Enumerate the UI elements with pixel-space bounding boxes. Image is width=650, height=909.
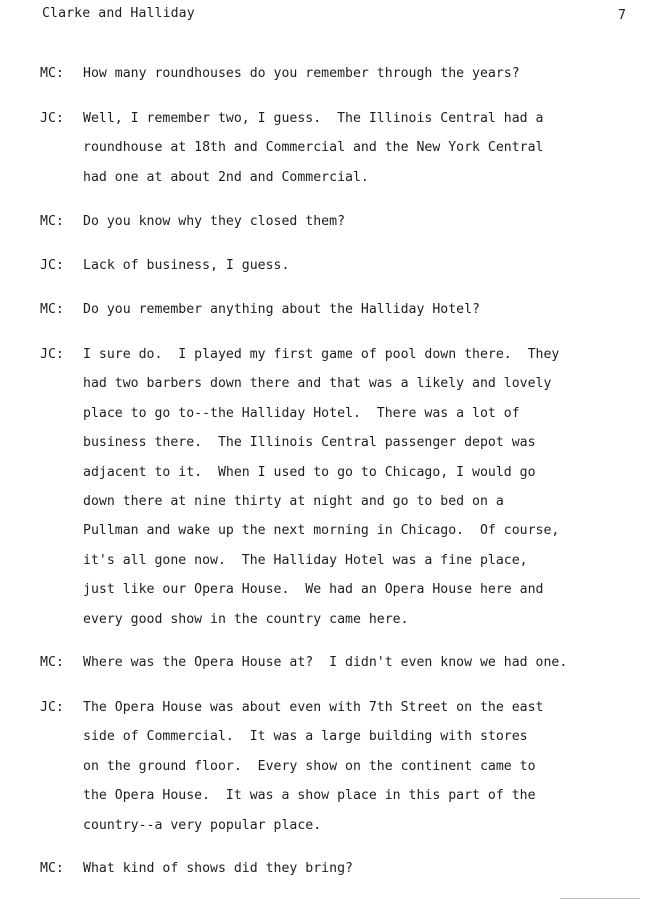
- transcript-line: roundhouse at 18th and Commercial and the New York Central: [83, 140, 544, 156]
- speaker-label: JC:: [40, 111, 64, 126]
- speaker-label: MC:: [40, 861, 64, 876]
- transcript-line: How many roundhouses do you remember through the years?: [83, 66, 520, 81]
- transcript-line: Do you remember anything about the Halliday Hotel?: [83, 302, 480, 317]
- transcript-line: place to go to--the Halliday Hotel. There was a lot of: [83, 405, 520, 421]
- transcript-line: Do you know why they closed them?: [83, 214, 346, 229]
- speaker-label: MC:: [40, 302, 64, 317]
- transcript-line: country--a very popular place.: [83, 817, 322, 833]
- transcript-line: business there. The Illinois Central passenger depot was: [83, 435, 536, 451]
- transcript-line: on the ground floor. Every show on the continent came to: [83, 758, 536, 774]
- page-number: 7: [618, 8, 626, 23]
- transcript-line: every good show in the country came here.: [83, 611, 409, 627]
- speaker-label: JC:: [40, 347, 64, 362]
- speaker-label: JC:: [40, 700, 64, 715]
- transcript-line: had one at about 2nd and Commercial.: [83, 169, 369, 185]
- transcript-line: What kind of shows did they bring?: [83, 861, 353, 876]
- transcript-line: just like our Opera House. We had an Opera House here and: [83, 582, 544, 598]
- transcript-line: down there at nine thirty at night and go to bed on a: [83, 494, 504, 509]
- speaker-label: JC:: [40, 258, 64, 273]
- transcript-line: the Opera House. It was a show place in this part of the: [83, 788, 536, 804]
- speaker-label: MC:: [40, 214, 64, 229]
- transcript-line: I sure do. I played my first game of pool down there. They: [83, 347, 560, 362]
- transcript-line: side of Commercial. It was a large building with stores: [83, 729, 528, 745]
- transcript-line: adjacent to it. When I used to go to Chicago, I would go: [83, 464, 536, 480]
- transcript-line: Where was the Opera House at? I didn't even know we had one.: [83, 655, 568, 670]
- transcript-line: Lack of business, I guess.: [83, 258, 290, 273]
- transcript-line: Well, I remember two, I guess. The Illinois Central had a: [83, 111, 544, 126]
- running-header: Clarke and Halliday: [42, 6, 195, 21]
- transcript-line: it's all gone now. The Halliday Hotel was a fine place,: [83, 552, 528, 568]
- speaker-label: MC:: [40, 66, 64, 81]
- footer-rule: [560, 898, 640, 899]
- transcript-line: The Opera House was about even with 7th Street on the east: [83, 700, 544, 715]
- transcript-line: had two barbers down there and that was a likely and lovely: [83, 376, 552, 392]
- transcript-line: Pullman and wake up the next morning in Chicago. Of course,: [83, 523, 560, 539]
- speaker-label: MC:: [40, 655, 64, 670]
